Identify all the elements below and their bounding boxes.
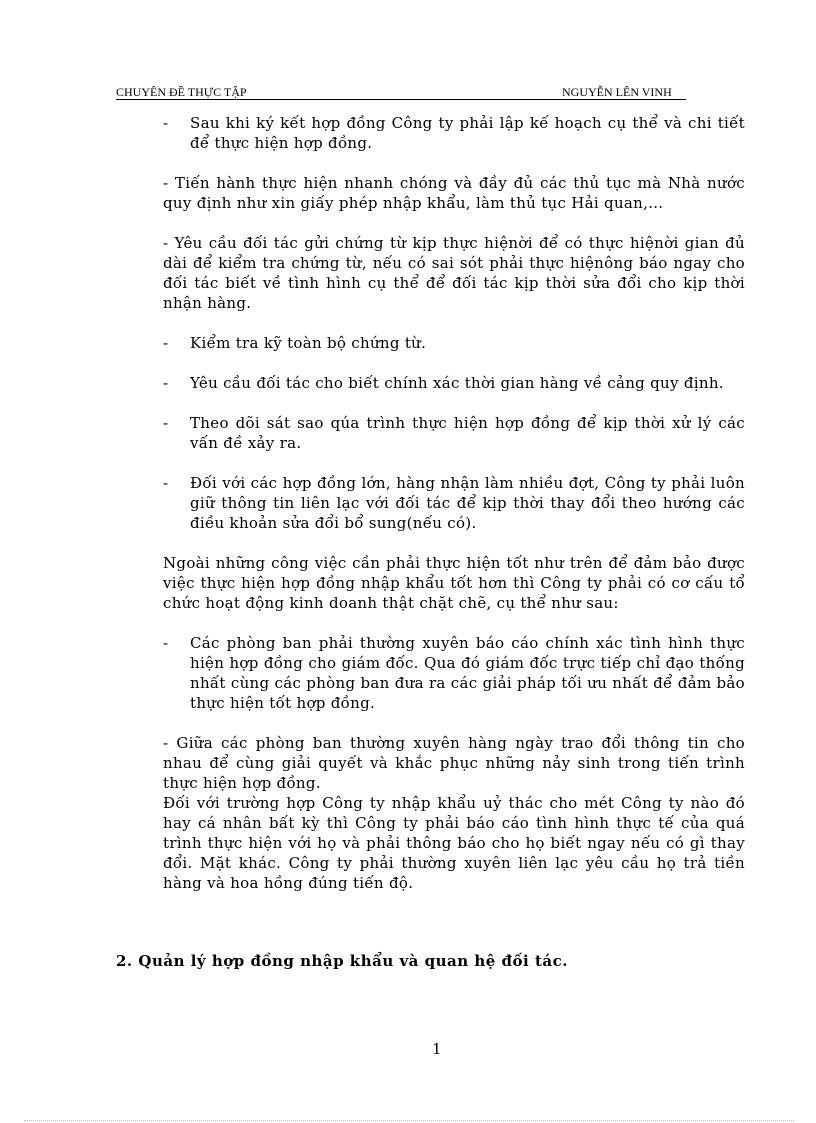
- bullet-text: Sau khi ký kết hợp đồng Công ty phải lập kế hoạch cụ thể và chi tiết để thực hiện hợp đồng.: [190, 114, 745, 152]
- paragraph: Đối với trường hợp Công ty nhập khẩu uỷ thác cho mét Công ty nào đó hay cá nhân bất kỳ thì Công ty phải báo cáo tình hình thực tế của quá trình thực hiện với họ và phải thông báo cho họ biết ngay nếu có gì thay đổi. Mặt khác. Công ty phải thường xuyên liên lạc yêu cầu họ trả tiền hàng và hoa hồng đúng tiến độ.: [163, 794, 745, 892]
- page-edge-divider: [24, 1120, 794, 1121]
- bullet-dash: -: [163, 634, 169, 652]
- header-right: NGUYỄN LÊN VINH: [562, 85, 672, 99]
- document-body: [163, 113, 745, 893]
- bullet-text: Theo dõi sát sao qúa trình thực hiện hợp đồng để kịp thời xử lý các vấn đề xảy ra.: [190, 414, 745, 452]
- bullet-item: [163, 413, 745, 453]
- bullet-dash: -: [163, 474, 169, 492]
- paragraph: - Giữa các phòng ban thường xuyên hàng ngày trao đổi thông tin cho nhau để cùng giải quyết và khắc phục những nảy sinh trong tiến trình thực hiện hợp đồng.: [163, 734, 745, 792]
- section-heading: 2. Quản lý hợp đồng nhập khẩu và quan hệ đối tác.: [116, 952, 568, 970]
- bullet-text: Các phòng ban phải thường xuyên báo cáo chính xác tình hình thực hiện hợp đồng cho giám đốc. Qua đó giám đốc trực tiếp chỉ đạo thống nhất cùng các phòng ban đưa ra các giải pháp tối ưu nhất để đảm bảo thực hiện tốt hợp đồng.: [190, 634, 745, 712]
- paragraph: - Yêu cầu đối tác gửi chứng từ kịp thực hiệnời để có thực hiệnời gian đủ dài để kiểm tra chứng từ, nếu có sai sót phải thực hiệnông báo ngay cho đối tác biết về tình hình cụ thể để đối tác kịp thời sửa đổi cho kịp thời nhận hàng.: [163, 234, 745, 312]
- bullet-text: Kiểm tra kỹ toàn bộ chứng từ.: [190, 334, 427, 352]
- bullet-dash: -: [163, 374, 169, 392]
- header-left: CHUYÊN ĐỀ THỰC TẬP: [116, 85, 247, 99]
- running-header: [116, 86, 686, 100]
- bullet-dash: -: [163, 114, 169, 132]
- bullet-item: [163, 113, 745, 153]
- bullet-item: [163, 373, 745, 393]
- bullet-item: [163, 633, 745, 713]
- bullet-text: Đối với các hợp đồng lớn, hàng nhận làm nhiều đợt, Công ty phải luôn giữ thông tin liên lạc với đối tác để kịp thời thay đổi theo hướng các điều khoản sửa đổi bổ sung(nếu có).: [190, 474, 745, 532]
- bullet-dash: -: [163, 334, 169, 352]
- paragraph: - Tiến hành thực hiện nhanh chóng và đầy đủ các thủ tục mà Nhà nước quy định như xin giấy phép nhập khẩu, làm thủ tục Hải quan,...: [163, 174, 745, 212]
- page-number: 1: [432, 1040, 442, 1058]
- bullet-dash: -: [163, 414, 169, 432]
- bullet-item: [163, 333, 745, 353]
- paragraph: Ngoài những công việc cần phải thực hiện tốt như trên để đảm bảo được việc thực hiện hợp đồng nhập khẩu tốt hơn thì Công ty phải có cơ cấu tổ chức hoạt động kinh doanh thật chặt chẽ, cụ thể như sau:: [163, 554, 745, 612]
- bullet-item: [163, 473, 745, 533]
- bullet-text: Yêu cầu đối tác cho biết chính xác thời gian hàng về cảng quy định.: [190, 374, 724, 392]
